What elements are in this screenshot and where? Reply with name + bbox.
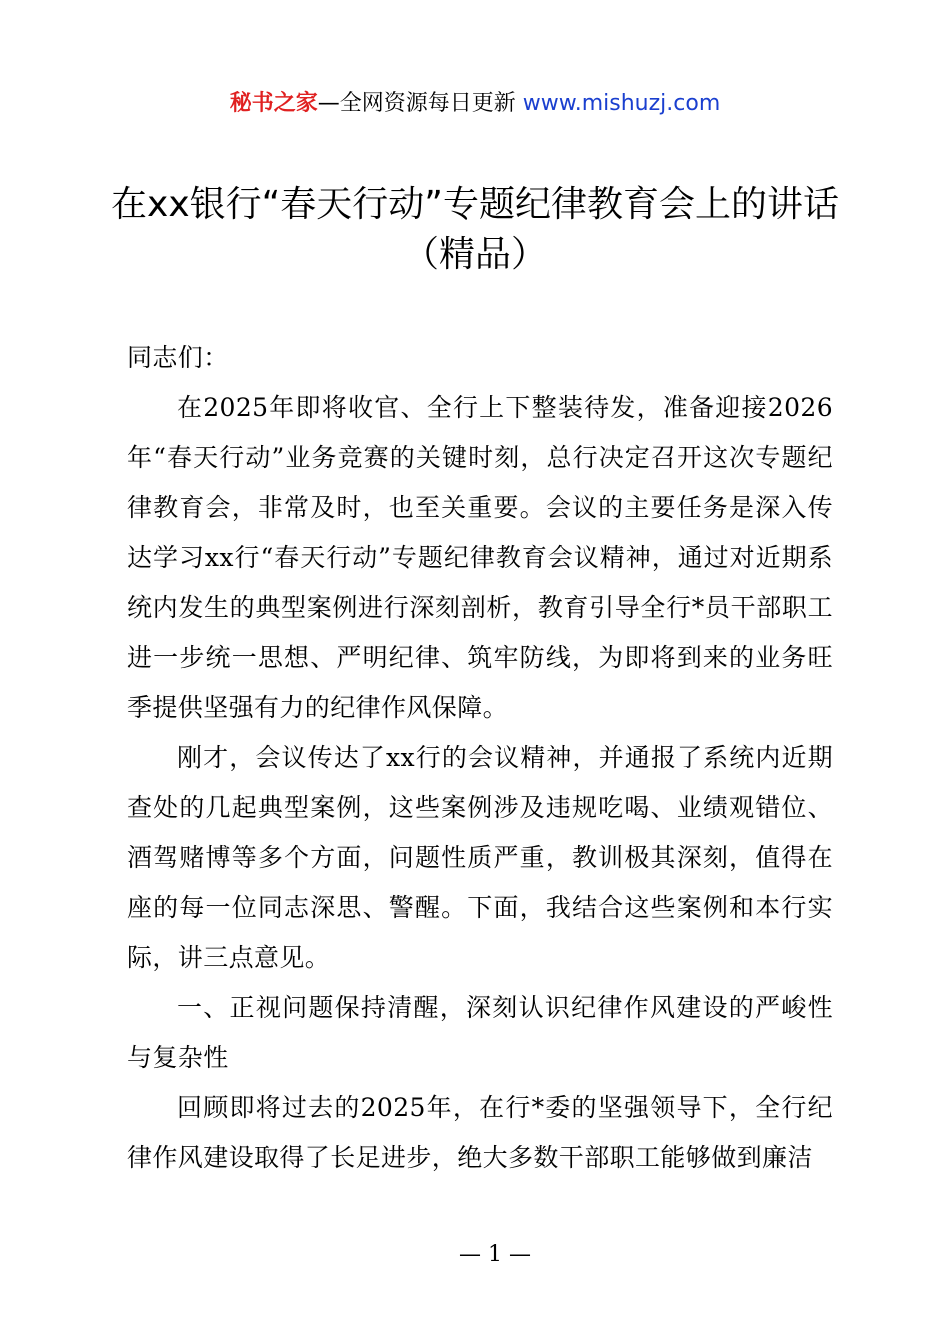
salutation: 同志们：: [127, 343, 229, 372]
header-tagline: —全网资源每日更新: [317, 91, 523, 116]
header-url[interactable]: www.mishuzj.com: [522, 91, 721, 116]
document-title: 在xx银行“春天行动”专题纪律教育会上的讲话（精品）: [111, 184, 839, 275]
paragraph: 刚才，会议传达了xx行的会议精神，并通报了系统内近期查处的几起典型案例，这些案例涉及违规吃喝、业绩观错位、酒驾赌博等多个方面，问题性质严重，教训极其深刻，值得在座的每一位同志深思、警醒。下面，我结合这些案例和本行实际，讲三点意见。: [127, 743, 833, 972]
brand-name: 秘书之家: [229, 91, 318, 116]
section-heading: 一、正视问题保持清醒，深刻认识纪律作风建设的严峻性与复杂性: [127, 993, 833, 1072]
page-number: — 1 —: [459, 1242, 531, 1267]
document-body: [127, 333, 833, 1183]
site-header: [0, 86, 950, 122]
paragraph: 在2025年即将收官、全行上下整装待发，准备迎接2026年“春天行动”业务竞赛的关键时刻，总行决定召开这次专题纪律教育会，非常及时，也至关重要。会议的主要任务是深入传达学习xx行“春天行动”专题纪律教育会议精神，通过对近期系统内发生的典型案例进行深刻剖析，教育引导全行*员干部职工进一步统一思想、严明纪律、筑牢防线，为即将到来的业务旺季提供坚强有力的纪律作风保障。: [127, 393, 833, 722]
paragraph: 回顾即将过去的2025年，在行*委的坚强领导下，全行纪律作风建设取得了长足进步，绝大多数干部职工能够做到廉洁: [127, 1093, 833, 1172]
